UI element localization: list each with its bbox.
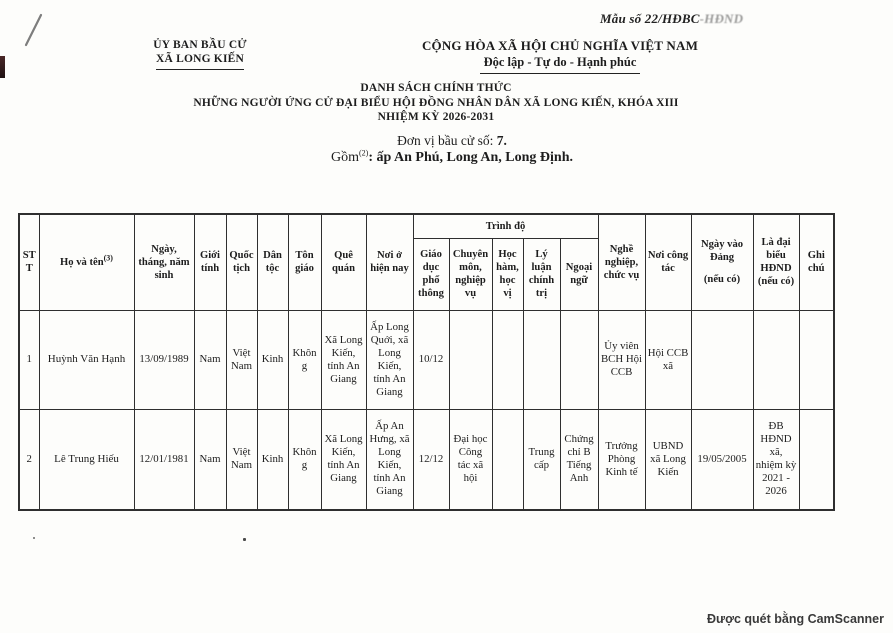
cell-academic	[492, 409, 523, 510]
cell-stt: 1	[19, 310, 39, 409]
cell-residence: Ấp An Hưng, xã Long Kiến, tỉnh An Giang	[366, 409, 413, 510]
col-header-workplace: Nơi công tác	[645, 214, 691, 310]
col-header-ethnicity: Dân tộc	[257, 214, 288, 310]
cell-incumbent: ĐB HĐND xã, nhiệm kỳ 2021 - 2026	[753, 409, 799, 510]
col-header-political-theory: Lý luận chính trị	[523, 238, 560, 310]
col-header-religion: Tôn giáo	[288, 214, 321, 310]
cell-name: Lê Trung Hiếu	[39, 409, 134, 510]
scan-speck	[243, 538, 246, 541]
form-number-tail: -HĐND	[699, 11, 744, 26]
cell-occupation: Ủy viên BCH Hội CCB	[598, 310, 645, 409]
cell-nationality: Việt Nam	[226, 409, 257, 510]
national-header	[385, 38, 735, 74]
col-header-name: Họ và tên$^{(3)}$	[39, 214, 134, 310]
scan-edge-artifact	[0, 56, 5, 78]
cell-ethnicity: Kinh	[257, 409, 288, 510]
document-title	[0, 81, 872, 125]
col-header-occupation: Nghề nghiệp, chức vụ	[598, 214, 645, 310]
cell-hometown: Xã Long Kiến, tỉnh An Giang	[321, 310, 366, 409]
composition-line	[10, 150, 893, 166]
cell-incumbent	[753, 310, 799, 409]
col-header-general-education: Giáo dục phổ thông	[413, 238, 449, 310]
col-header-notes: Ghi chú	[799, 214, 834, 310]
handwritten-pen-mark	[22, 12, 48, 48]
col-header-incumbent: Là đại biểu HĐND (nếu có)	[753, 214, 799, 310]
cell-residence: Ấp Long Quới, xã Long Kiến, tỉnh An Giang	[366, 310, 413, 409]
candidate-row	[19, 409, 834, 510]
col-header-stt: STT	[19, 214, 39, 310]
title-line2: NHỮNG NGƯỜI ỨNG CỬ ĐẠI BIỂU HỘI ĐỒNG NHÂN DÂN XÃ LONG KIẾN, KHÓA XIII	[193, 96, 679, 109]
cell-political-theory: Trung cấp	[523, 409, 560, 510]
cell-workplace: UBND xã Long Kiến	[645, 409, 691, 510]
cell-political-theory	[523, 310, 560, 409]
col-header-party-date: Ngày vào Đảng (nếu có)	[691, 214, 753, 310]
composition-label: Gồm	[331, 150, 360, 165]
cell-party-date: 19/05/2005	[691, 409, 753, 510]
title-line1: DANH SÁCH CHÍNH THỨC	[360, 82, 512, 94]
cell-foreign-language: Chứng chỉ B Tiếng Anh	[560, 409, 598, 510]
election-unit-label: Đơn vị bầu cử số:	[397, 133, 497, 148]
camscanner-watermark: Được quét bằng CamScanner	[706, 612, 884, 626]
cell-occupation: Trưởng Phòng Kinh tế	[598, 409, 645, 510]
col-group-qualification: Trình độ	[413, 214, 598, 238]
name-footnote: (3)	[103, 253, 113, 263]
cell-gender: Nam	[194, 310, 226, 409]
cell-general-education: 10/12	[413, 310, 449, 409]
cell-ethnicity: Kinh	[257, 310, 288, 409]
col-header-gender: Giới tính	[194, 214, 226, 310]
scan-speck	[33, 537, 35, 539]
col-header-nationality: Quốc tịch	[226, 214, 257, 310]
republic-motto: Độc lập - Tự do - Hạnh phúc	[480, 55, 641, 74]
cell-stt: 2	[19, 409, 39, 510]
issuer-line1: ỦY BAN BẦU CỬ	[153, 39, 247, 51]
cell-professional	[449, 310, 492, 409]
cell-dob: 13/09/1989	[134, 310, 194, 409]
col-header-academic: Học hàm, học vị	[492, 238, 523, 310]
candidates-table	[18, 213, 835, 511]
form-number-main: Mẫu số 22/HĐBC	[600, 11, 700, 26]
cell-foreign-language	[560, 310, 598, 409]
cell-nationality: Việt Nam	[226, 310, 257, 409]
candidate-row	[19, 310, 834, 409]
cell-professional: Đại học Công tác xã hội	[449, 409, 492, 510]
col-header-residence: Nơi ở hiện nay	[366, 214, 413, 310]
issuer-line2: XÃ LONG KIẾN	[156, 52, 244, 70]
cell-gender: Nam	[194, 409, 226, 510]
cell-dob: 12/01/1981	[134, 409, 194, 510]
election-unit-number: 7.	[496, 133, 507, 148]
col-header-professional: Chuyên môn, nghiệp vụ	[449, 238, 492, 310]
title-line3: NHIỆM KỲ 2026-2031	[377, 111, 495, 123]
composition-text: : ấp An Phú, Long An, Long Định.	[368, 150, 573, 165]
col-header-foreign-language: Ngoại ngữ	[560, 238, 598, 310]
composition-footnote: (2)	[359, 148, 369, 158]
cell-notes	[799, 409, 834, 510]
cell-general-education: 12/12	[413, 409, 449, 510]
issuer-block	[110, 38, 290, 70]
col-header-dob: Ngày, tháng, năm sinh	[134, 214, 194, 310]
cell-name: Huỳnh Văn Hạnh	[39, 310, 134, 409]
cell-religion: Không	[288, 310, 321, 409]
cell-academic	[492, 310, 523, 409]
col-header-hometown: Quê quán	[321, 214, 366, 310]
cell-hometown: Xã Long Kiến, tỉnh An Giang	[321, 409, 366, 510]
cell-party-date	[691, 310, 753, 409]
election-unit-line	[10, 133, 893, 149]
republic-name: CỘNG HÒA XÃ HỘI CHỦ NGHĨA VIỆT NAM	[421, 38, 699, 53]
cell-religion: Không	[288, 409, 321, 510]
cell-notes	[799, 310, 834, 409]
cell-workplace: Hội CCB xã	[645, 310, 691, 409]
form-number	[600, 11, 850, 27]
